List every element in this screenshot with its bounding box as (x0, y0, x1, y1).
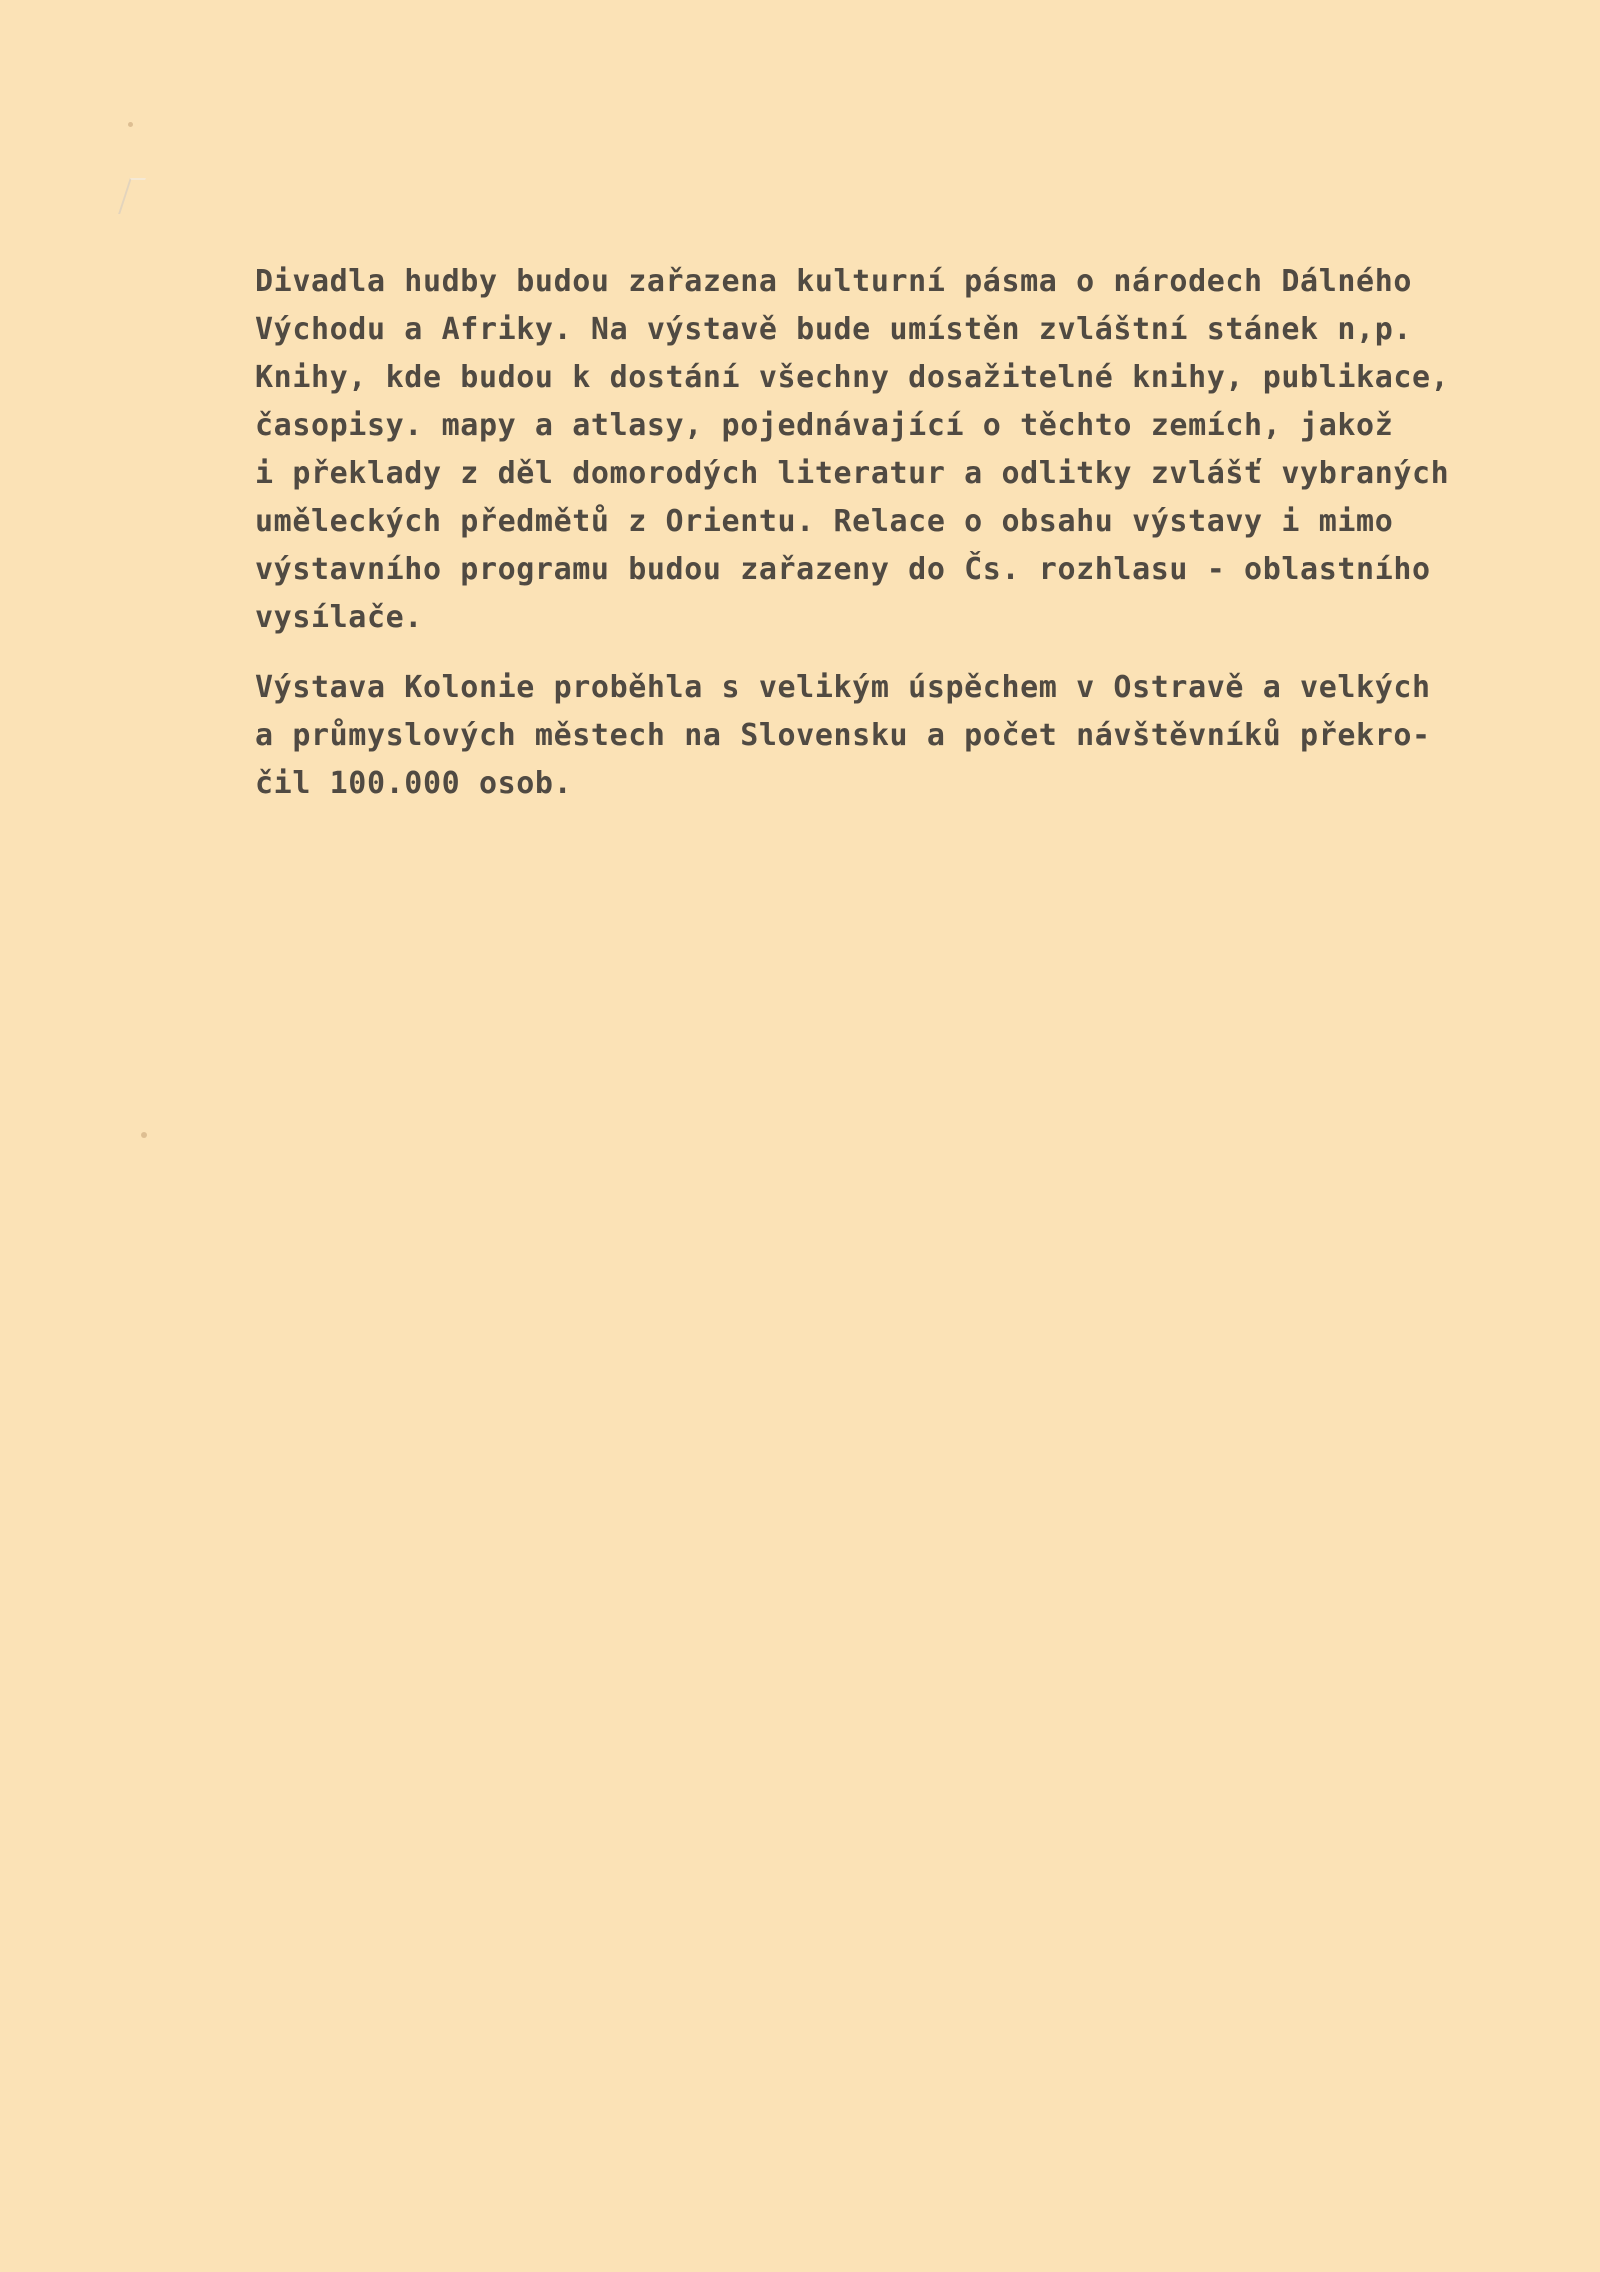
paper-speck (128, 122, 133, 127)
text-line: čil 100.000 osob. (255, 766, 573, 801)
text-line: uměleckých předmětů z Orientu. Relace o obsahu výstavy i mimo (255, 504, 1394, 539)
text-line: výstavního programu budou zařazeny do Čs. rozhlasu - oblastního (255, 552, 1431, 587)
text-line: i překlady z děl domorodých literatur a odlitky zvlášť vybraných (255, 456, 1450, 491)
text-line: Výstava Kolonie proběhla s velikým úspěchem v Ostravě a velkých (255, 670, 1431, 705)
text-line: Divadla hudby budou zařazena kulturní pásma o národech Dálného (255, 264, 1413, 299)
paragraph-1 (255, 258, 1555, 642)
text-line: Východu a Afriky. Na výstavě bude umístěn zvláštní stánek n,p. (255, 312, 1413, 347)
typewritten-text (255, 258, 1555, 830)
text-line: vysílače. (255, 600, 423, 635)
text-line: časopisy. mapy a atlasy, pojednávající o těchto zemích, jakož (255, 408, 1394, 443)
text-line: Knihy, kde budou k dostání všechny dosažitelné knihy, publikace, (255, 360, 1450, 395)
text-line: a průmyslových městech na Slovensku a počet návštěvníků překro- (255, 718, 1431, 753)
paper-speck (141, 1132, 147, 1138)
margin-tick-mark (118, 178, 146, 214)
paragraph-2 (255, 664, 1555, 808)
